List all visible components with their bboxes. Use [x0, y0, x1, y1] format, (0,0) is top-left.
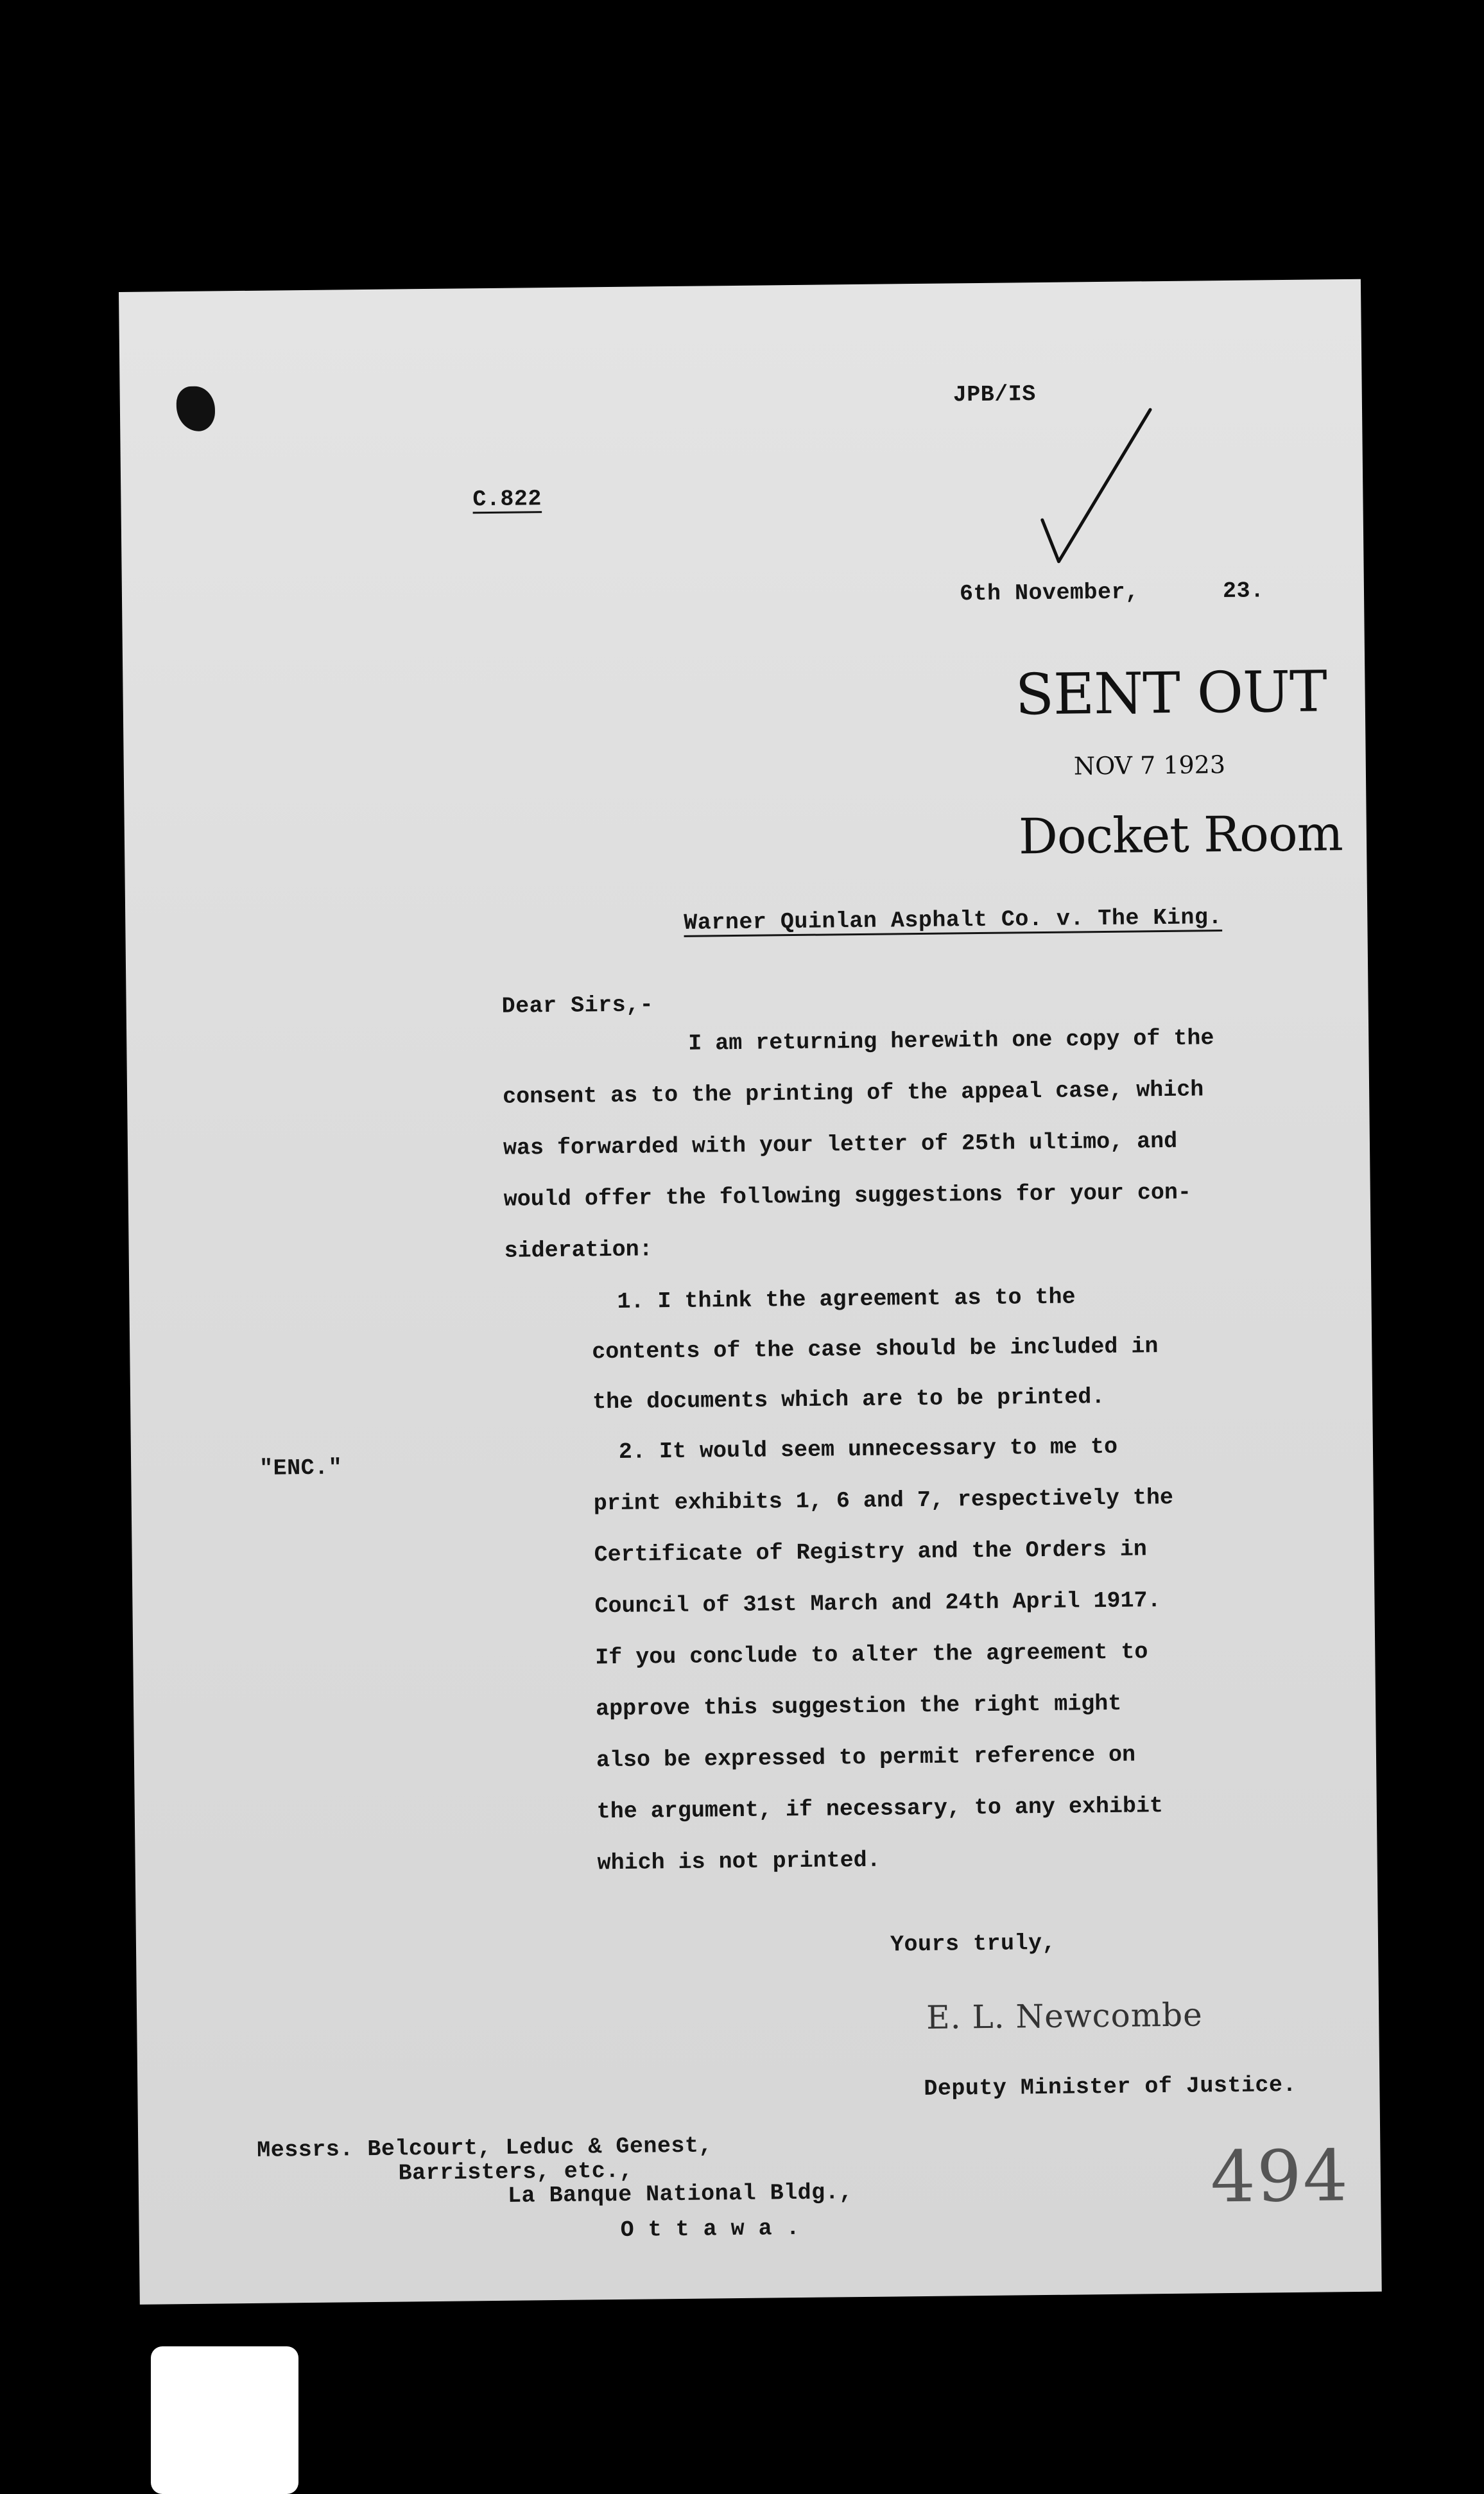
item-two-line: Certificate of Registry and the Orders in: [594, 1536, 1147, 1568]
item-two-line: Council of 31st March and 24th April 1917.: [594, 1588, 1161, 1620]
item-two: [593, 1418, 1406, 1889]
reference-initials: JPB/IS: [953, 381, 1036, 408]
item-two-line: print exhibits 1, 6 and 7, respectively the: [593, 1484, 1174, 1517]
closing: Yours truly,: [890, 1930, 1057, 1958]
item-two-line: If you conclude to alter the agreement to: [595, 1639, 1148, 1671]
item-one: [591, 1269, 1401, 1427]
salutation: Dear Sirs,-: [501, 992, 654, 1019]
letter-year: 23.: [1222, 578, 1264, 605]
item-one-line: contents of the case should be included in: [592, 1333, 1159, 1365]
case-subject: Warner Quinlan Asphalt Co. v. The King.: [684, 905, 1223, 936]
intro-paragraph: [502, 1012, 1313, 1277]
addressee-line: O t t a w a .: [620, 2215, 800, 2243]
item-two-line: also be expressed to permit reference on: [596, 1742, 1136, 1774]
addressee-line: Barristers, etc.,: [398, 2158, 634, 2187]
intro-line: was forwarded with your letter of 25th ultimo, and: [503, 1128, 1178, 1161]
item-two-line: approve this suggestion the right might: [595, 1690, 1122, 1722]
page-number: 494: [1210, 2135, 1350, 2219]
enclosure-note: "ENC.": [259, 1455, 343, 1482]
addressee-line: Messrs. Belcourt, Leduc & Genest,: [257, 2133, 713, 2163]
item-one-line: the documents which are to be printed.: [592, 1384, 1105, 1416]
letter-date: 6th November,: [959, 579, 1139, 607]
film-edge-tab: [151, 2346, 298, 2494]
stamp-location: Docket Room: [1018, 804, 1343, 865]
addressee-line: La Banque National Bldg.,: [507, 2179, 853, 2209]
ink-smudge: [177, 386, 216, 431]
stamp-date: NOV 7 1923: [1073, 750, 1226, 781]
file-number: C.822: [472, 486, 542, 513]
item-two-line: 2. It would seem unnecessary to me to: [618, 1433, 1118, 1465]
intro-line: I am returning herewith one copy of the: [688, 1025, 1214, 1057]
intro-line: would offer the following suggestions for your con-: [503, 1179, 1192, 1213]
signature-stamp: E. L. Newcombe: [926, 1996, 1204, 2036]
signer-title: Deputy Minister of Justice.: [924, 2072, 1297, 2102]
check-mark-icon: [1028, 397, 1159, 571]
stamp-title: SENT OUT: [1015, 658, 1327, 728]
intro-line: consent as to the printing of the appeal case, which: [502, 1077, 1204, 1110]
item-one-line: 1. I think the agreement as to the: [617, 1284, 1076, 1315]
letter-page: [119, 279, 1382, 2305]
intro-line: sideration:: [504, 1236, 653, 1264]
item-two-line: the argument, if necessary, to any exhibit: [596, 1793, 1164, 1825]
item-two-line: which is not printed.: [597, 1847, 881, 1876]
